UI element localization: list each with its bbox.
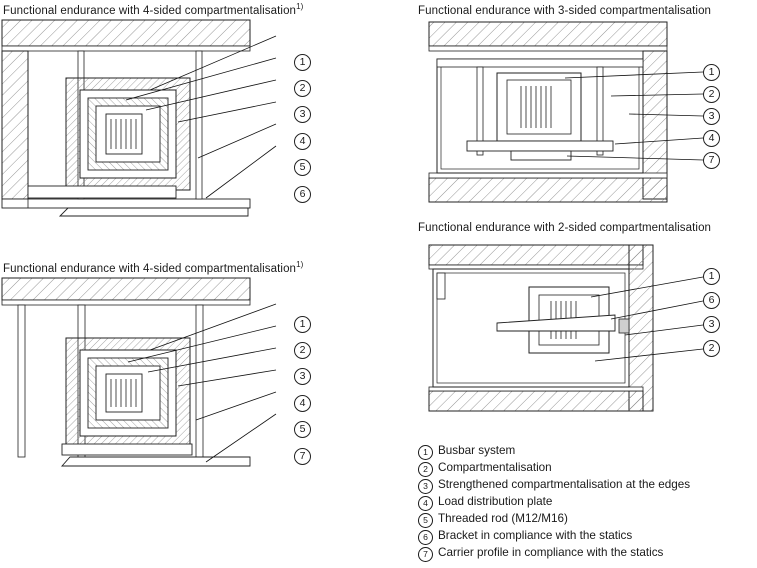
legend-label: Load distribution plate	[438, 495, 553, 508]
callout-1: 1	[703, 64, 720, 81]
caption-footnote: 1)	[296, 260, 304, 269]
callout-6: 6	[294, 186, 311, 203]
callout-4: 4	[294, 133, 311, 150]
panel-top-right-caption	[418, 2, 711, 17]
panel-top-left-caption	[3, 2, 303, 17]
caption-text: Functional endurance with 2-sided compartmentalisation	[418, 221, 712, 234]
callout-3: 3	[703, 108, 720, 125]
legend-number: 2	[418, 462, 433, 477]
caption-footnote: 1)	[296, 2, 304, 11]
legend-number: 4	[418, 496, 433, 511]
callout-3: 3	[294, 368, 311, 385]
panel-bottom-left-drawing	[0, 276, 330, 488]
callout-2: 2	[703, 340, 720, 357]
legend-number: 1	[418, 445, 433, 460]
legend-label: Carrier profile in compliance with the statics	[438, 546, 664, 559]
legend-label: Threaded rod (M12/M16)	[438, 512, 568, 525]
legend-label: Strengthened compartmentalisation at the edges	[438, 478, 691, 491]
callout-1: 1	[294, 54, 311, 71]
legend-label: Bracket in compliance with the statics	[438, 529, 633, 542]
callout-4: 4	[703, 130, 720, 147]
legend-number: 6	[418, 530, 433, 545]
callout-7: 7	[703, 152, 720, 169]
caption-text: Functional endurance with 3-sided compartmentalisation	[418, 4, 712, 17]
legend-label: Compartmentalisation	[438, 461, 552, 474]
callout-1: 1	[294, 316, 311, 333]
legend-number: 3	[418, 479, 433, 494]
legend-item	[418, 460, 690, 477]
callout-5: 5	[294, 421, 311, 438]
legend-number: 5	[418, 513, 433, 528]
legend-item	[418, 443, 690, 460]
callout-7: 7	[294, 448, 311, 465]
legend-number: 7	[418, 547, 433, 562]
callout-1: 1	[703, 268, 720, 285]
panel-bottom-left	[0, 258, 330, 488]
panel-bottom-right-caption	[418, 219, 711, 234]
callout-4: 4	[294, 395, 311, 412]
legend-item	[418, 477, 690, 494]
callout-3: 3	[294, 106, 311, 123]
callout-2: 2	[703, 86, 720, 103]
caption-text: Functional endurance with 4-sided compartmentalisation	[3, 262, 297, 275]
legend	[418, 443, 690, 562]
legend-item	[418, 511, 690, 528]
legend-item	[418, 528, 690, 545]
panel-top-left-drawing	[0, 18, 330, 233]
panel-top-right	[415, 0, 757, 215]
panel-bottom-left-caption	[3, 260, 303, 275]
callout-5: 5	[294, 159, 311, 176]
callout-6: 6	[703, 292, 720, 309]
callout-2: 2	[294, 80, 311, 97]
panel-top-left	[0, 0, 330, 235]
caption-text: Functional endurance with 4-sided compartmentalisation	[3, 4, 297, 17]
callout-3: 3	[703, 316, 720, 333]
callout-2: 2	[294, 342, 311, 359]
panel-bottom-right	[415, 213, 757, 428]
legend-label: Busbar system	[438, 444, 516, 457]
legend-item	[418, 494, 690, 511]
legend-item	[418, 545, 690, 562]
